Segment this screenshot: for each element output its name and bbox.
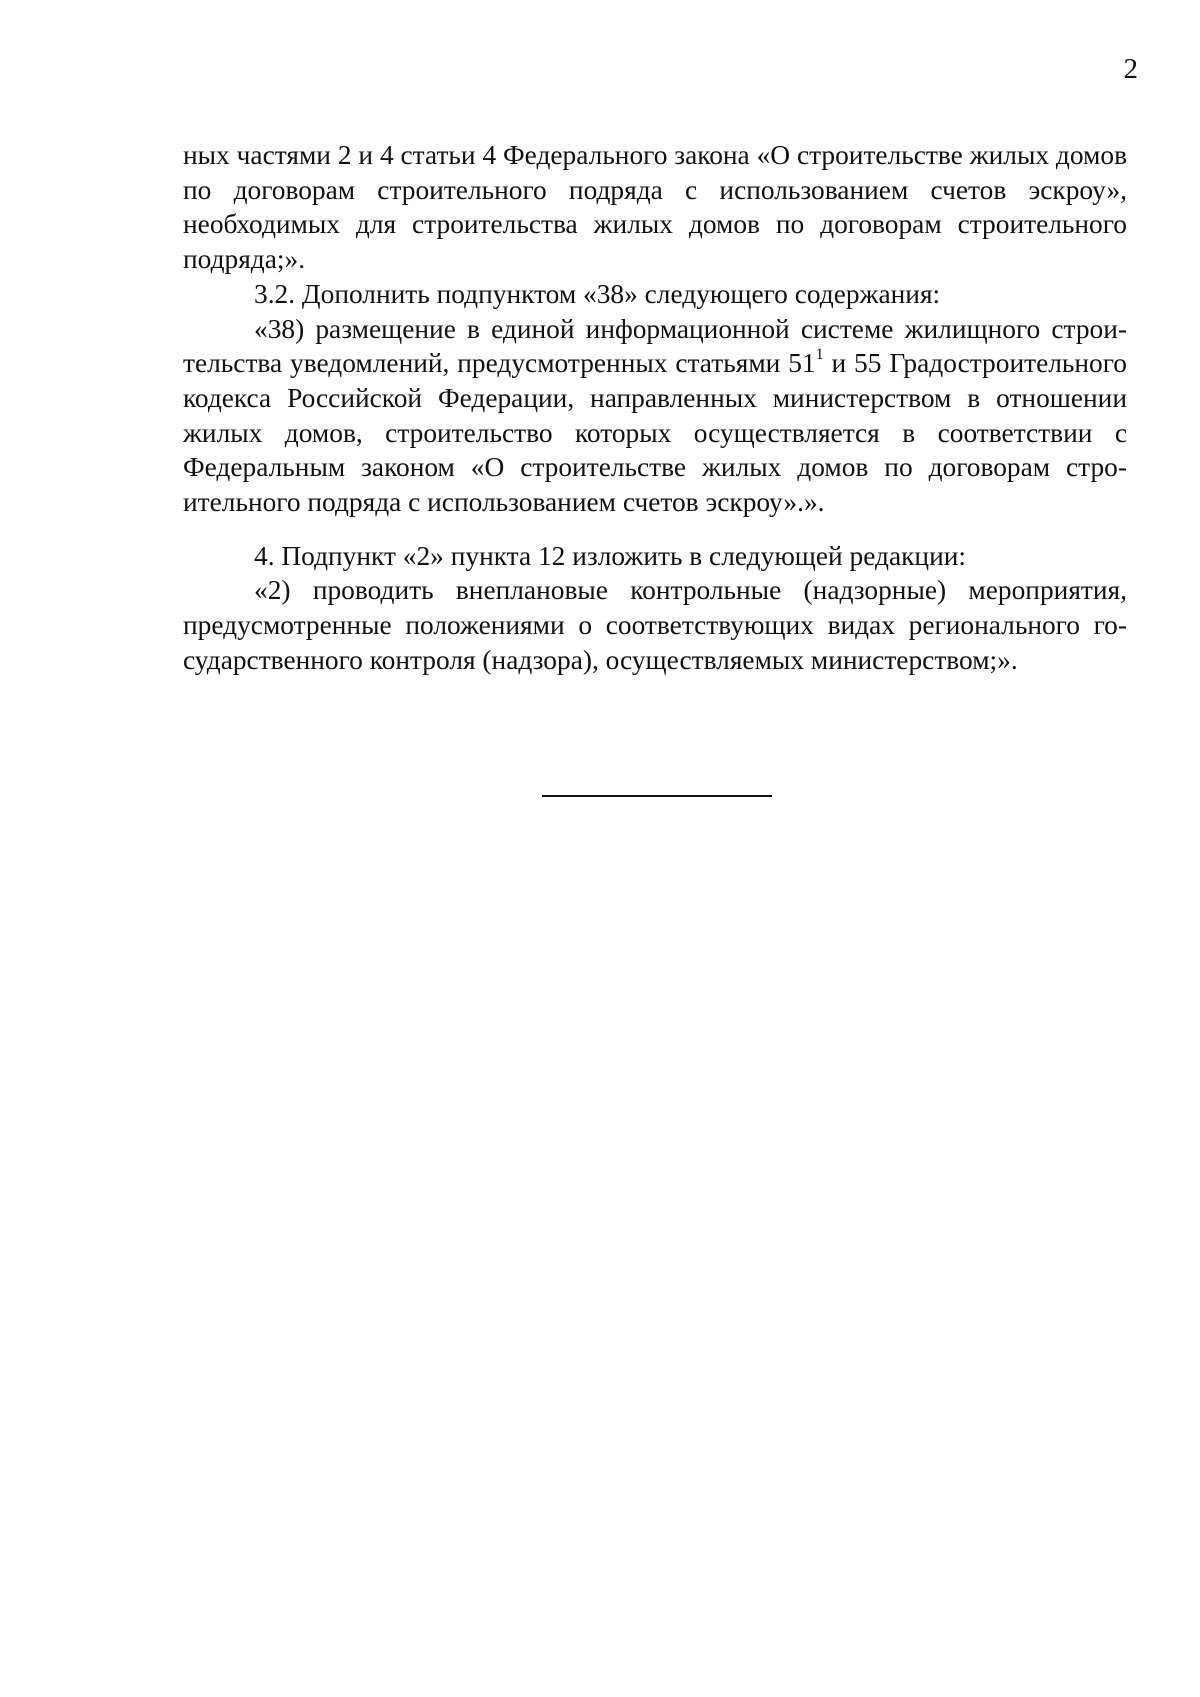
paragraph-item-3-2: 3.2. Дополнить подпунктом «38» следующего содержания: [254,278,941,309]
paragraph-gap [183,520,1127,539]
paragraph-continuation: ных частями 2 и 4 статьи 4 Федерального закона «О строительстве жилых домов по договорам строительного подряда с использованием счетов эскроу», необходимых для строительства жилых домов по договорам строительного подряда;». [183,140,1127,275]
subitem-38-text-before: «38) размещение в единой информационной системе жилищного строительства уведомлений, предусмотренных статьями 51 [183,313,1127,379]
paragraph-subitem-2: «2) проводить внеплановые контрольные (надзорные) мероприятия, предусмотренные положениями о соответствующих видах регионального государственного контроля (надзора), осуществляемых министерством;». [183,575,1127,675]
paragraph-subitem-38 [183,312,1127,520]
article-superscript: 1 [815,346,824,364]
end-of-document-rule [542,795,772,797]
page-number: 2 [1123,53,1138,85]
document-body [183,138,1127,678]
subitem-38-text-after: и 55 Градостроительного кодекса Российской Федерации, направленных министерством в отношении жилых домов, строительство которых осуществляется в соответствии с Федеральным законом «О строительстве жилых домов по договорам строительного подряда с использованием счетов эскроу».». [183,348,1127,518]
paragraph-item-4: 4. Подпункт «2» пункта 12 изложить в следующей редакции: [254,540,967,571]
